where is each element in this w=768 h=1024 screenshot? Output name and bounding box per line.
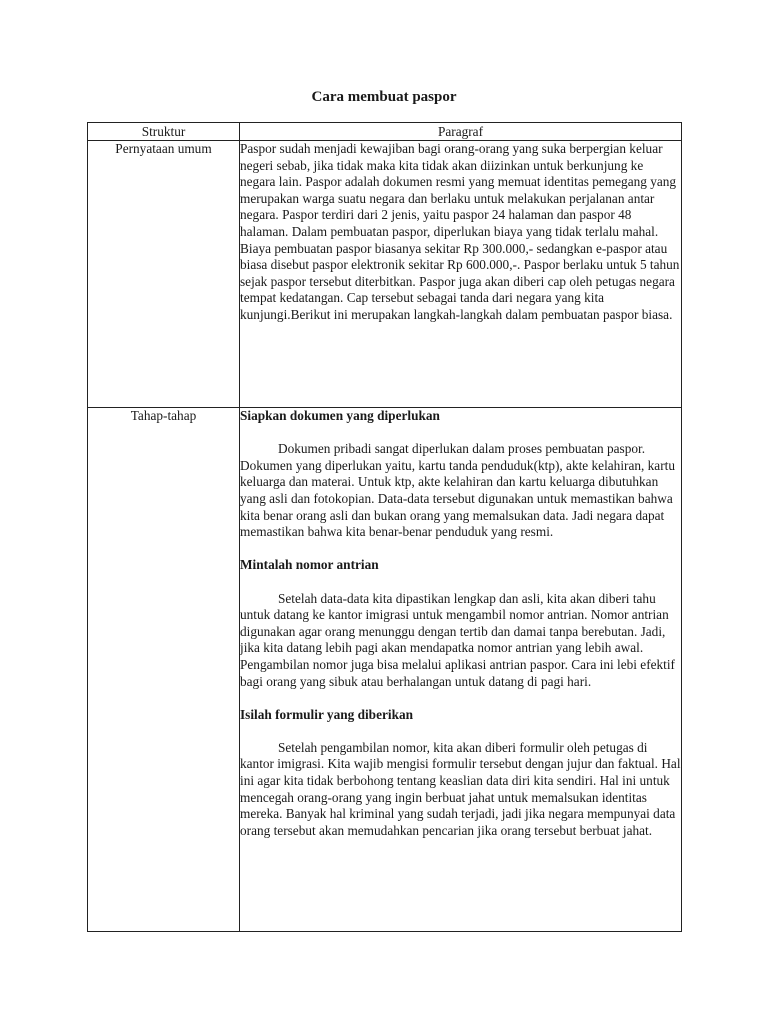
paragraph: Paspor sudah menjadi kewajiban bagi orang-orang yang suka berpergian keluar negeri sebab, jika tidak maka kita tidak akan diizinkan untuk berkunjung ke negara lain. Paspor adalah dokumen resmi yang memuat identitas pemegang yang merupakan warga suatu negara dan berlaku untuk melakukan perjalanan antar negara. Paspor terdiri dari 2 jenis, yaitu paspor 24 halaman dan paspor 48 halaman. Dalam pembuatan paspor, diperlukan biaya yang tidak terlalu mahal. Biaya pembuatan paspor biasanya sekitar Rp 300.000,- sedangkan e-paspor atau biasa disebut paspor elektronik sekitar Rp 600.000,-. Paspor berlaku untuk 5 tahun sejak paspor tersebut diterbitkan. Paspor juga akan diberi cap oleh petugas negara tempat kedatangan. Cap tersebut sebagai tanda dari negara yang kita kunjungi.Berikut ini merupakan langkah-langkah dalam pembuatan paspor biasa. bbox=[240, 141, 680, 322]
row-content-pernyataan-umum bbox=[240, 141, 682, 408]
paragraph: Setelah pengambilan nomor, kita akan diberi formulir oleh petugas di kantor imigrasi. Kita wajib mengisi formulir tersebut dengan jujur dan faktual. Hal ini agar kita tidak berbohong tentang keaslian data diri kita sendiri. Hal ini untuk mencegah orang-orang yang ingin berbuat jahat untuk memalsukan identitas mereka. Banyak hal kriminal yang sudah terjadi, jadi jika negara mempunyai data orang tersebut akan memudahkan pencarian jika orang tersebut berbuat jahat. bbox=[240, 739, 681, 838]
row-content-tahap-tahap bbox=[240, 408, 682, 932]
row-label-pernyataan-umum: Pernyataan umum bbox=[88, 141, 240, 408]
row-label-tahap-tahap: Tahap-tahap bbox=[88, 408, 240, 932]
structure-table bbox=[87, 122, 682, 932]
paragraph: Dokumen pribadi sangat diperlukan dalam proses pembuatan paspor. Dokumen yang diperlukan yaitu, kartu tanda penduduk(ktp), akte kelahiran, kartu keluarga dan materai. Untuk ktp, akte kelahiran dan kartu keluarga dibutuhkan yang asli dan fotokopian. Data-data tersebut digunakan untuk memastikan bahwa kita benar orang asli dan bukan orang yang memalsukan data. Jadi negara dapat memastikan bahwa kita benar-benar penduduk yang resmi. bbox=[240, 441, 675, 540]
header-struktur: Struktur bbox=[88, 123, 240, 141]
section-heading: Siapkan dokumen yang diperlukan bbox=[240, 408, 440, 423]
paragraph: Setelah data-data kita dipastikan lengkap dan asli, kita akan diberi tahu untuk datang ke kantor imigrasi untuk mengambil nomor antrian. Nomor antrian digunakan agar orang menunggu dengan tertib dan damai tanpa berebutan. Jadi, jika kita datang lebih pagi akan mendapatka nomor antrian yang lebih awal. Pengambilan nomor juga bisa melalui aplikasi antrian paspor. Cara ini lebi efektif bagi orang yang sibuk atau berhalangan untuk datang di pagi hari. bbox=[240, 590, 675, 689]
table-row bbox=[88, 408, 682, 932]
header-paragraf: Paragraf bbox=[240, 123, 682, 141]
table-row bbox=[88, 141, 682, 408]
section-heading: Isilah formulir yang diberikan bbox=[240, 706, 414, 722]
section-heading: Mintalah nomor antrian bbox=[240, 557, 379, 573]
table-header-row bbox=[88, 123, 682, 141]
document-title: Cara membuat paspor bbox=[311, 89, 457, 105]
